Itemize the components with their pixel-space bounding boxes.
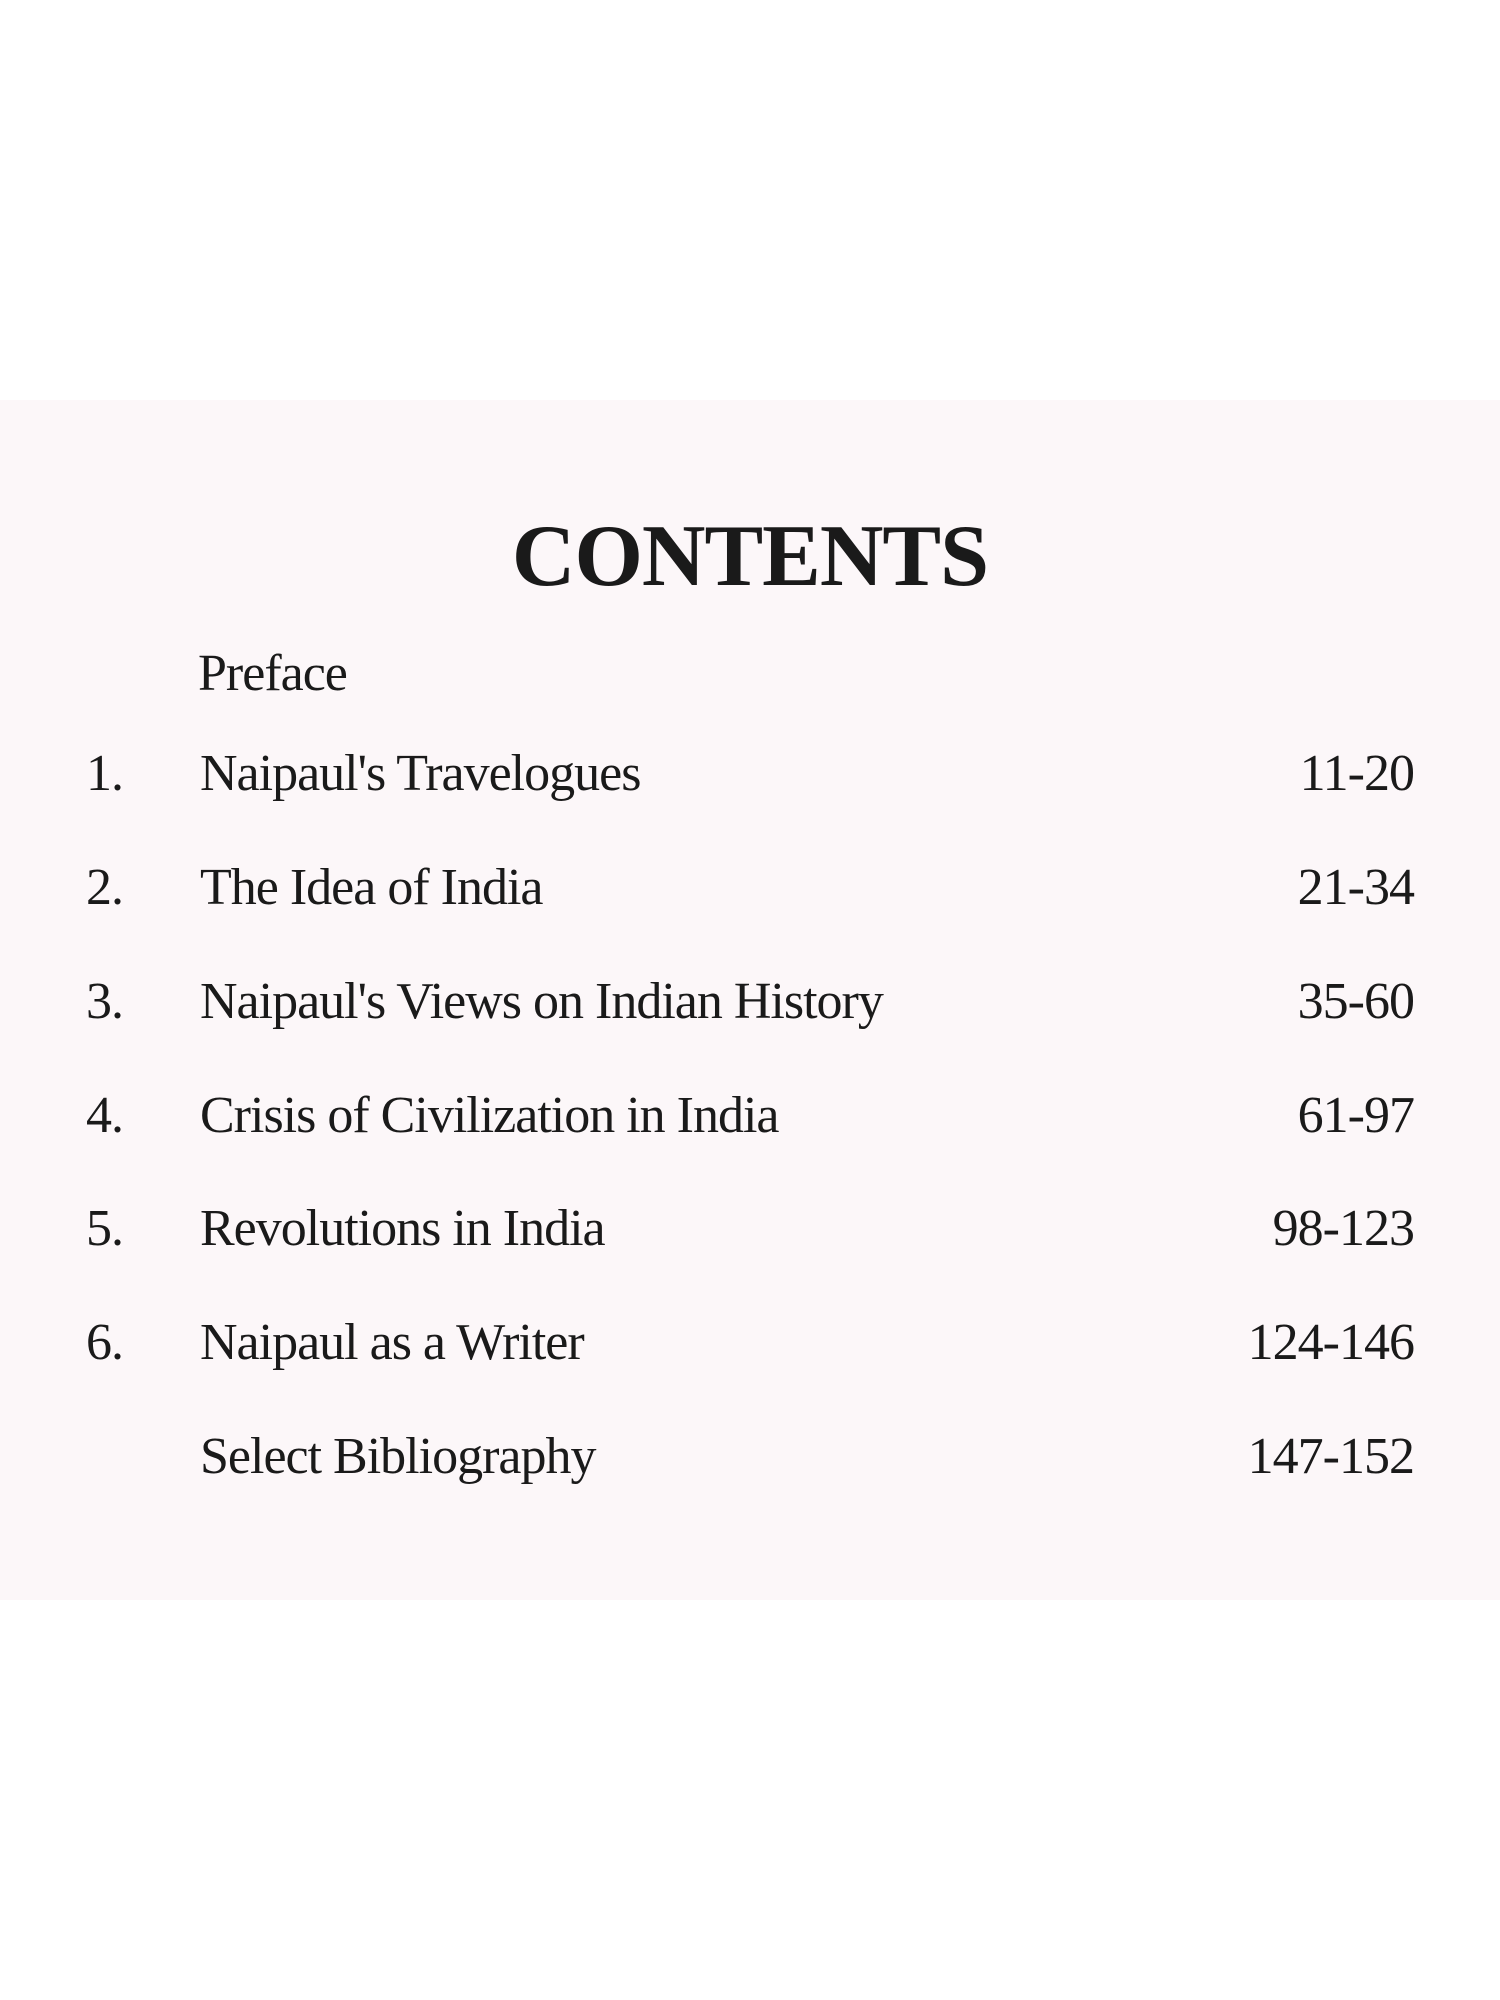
- toc-entry-2: [0, 859, 1500, 932]
- toc-entry-title: The Idea of India: [200, 859, 543, 916]
- toc-entry-5: [0, 1200, 1500, 1273]
- toc-entry-number: 2.: [86, 859, 123, 916]
- toc-entry-pages: 11-20: [1299, 745, 1414, 802]
- toc-entry-number: 5.: [86, 1200, 123, 1257]
- toc-entry-pages: 35-60: [1297, 973, 1414, 1030]
- toc-entry-1: [0, 745, 1500, 818]
- toc-entry-number: 3.: [86, 973, 123, 1030]
- toc-entry-title: Select Bibliography: [200, 1428, 596, 1485]
- toc-entry-pages: 61-97: [1297, 1087, 1414, 1144]
- toc-entry-pages: 21-34: [1297, 859, 1414, 916]
- toc-entry-number: 4.: [86, 1087, 123, 1144]
- toc-entry-6: [0, 1314, 1500, 1387]
- toc-entry-title: Crisis of Civilization in India: [200, 1087, 779, 1144]
- toc-entry-pages: 98-123: [1272, 1200, 1414, 1257]
- toc-entry-title: Revolutions in India: [200, 1200, 605, 1257]
- contents-heading: CONTENTS: [511, 508, 989, 605]
- preface-entry: Preface: [198, 645, 347, 702]
- toc-entry-title: Naipaul as a Writer: [200, 1314, 584, 1371]
- toc-entry-3: [0, 973, 1500, 1046]
- toc-entry-pages: 147-152: [1247, 1428, 1414, 1485]
- toc-entry-title: Naipaul's Views on Indian History: [200, 973, 883, 1030]
- toc-entry-title: Naipaul's Travelogues: [200, 745, 641, 802]
- toc-entry-number: 6.: [86, 1314, 123, 1371]
- toc-entry-pages: 124-146: [1247, 1314, 1414, 1371]
- toc-entry-number: 1.: [86, 745, 123, 802]
- toc-entry-4: [0, 1087, 1500, 1160]
- toc-entry-bibliography: [0, 1428, 1500, 1501]
